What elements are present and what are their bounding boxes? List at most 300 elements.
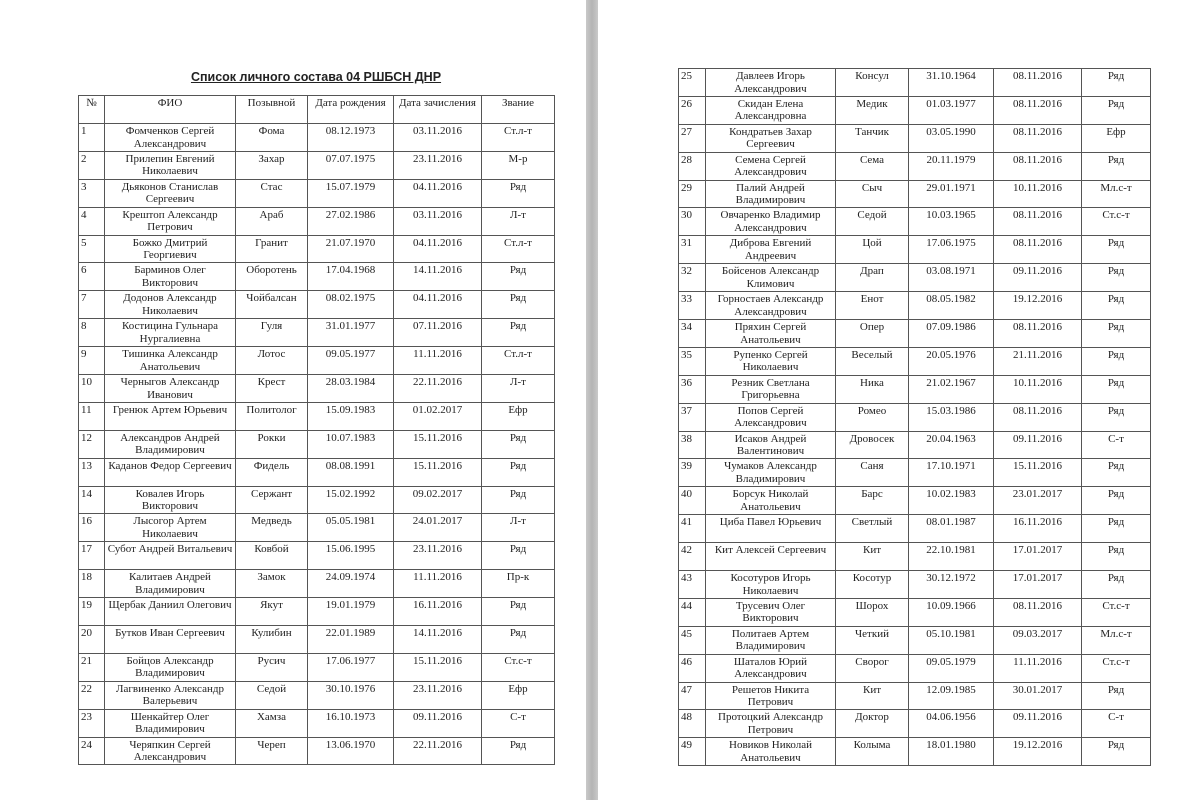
cell-birth-date: 22.01.1989 [308, 626, 394, 654]
cell-rank: Ряд [482, 291, 555, 319]
cell-rank: Ряд [482, 486, 555, 514]
cell-callsign: Драп [836, 264, 909, 292]
table-row [679, 738, 1151, 766]
cell-callsign: Сыч [836, 180, 909, 208]
cell-rank: Ряд [1082, 571, 1151, 599]
table-row [679, 375, 1151, 403]
cell-callsign: Стас [236, 179, 308, 207]
cell-number: 29 [679, 180, 706, 208]
cell-number: 2 [79, 151, 105, 179]
cell-rank: Ряд [1082, 347, 1151, 375]
cell-rank: Ефр [482, 681, 555, 709]
cell-rank: Ряд [482, 737, 555, 765]
cell-rank: Ст.л-т [482, 124, 555, 152]
cell-callsign: Шорох [836, 598, 909, 626]
cell-enlistment-date: 08.11.2016 [994, 124, 1082, 152]
table-row [79, 653, 555, 681]
cell-rank: Ряд [1082, 375, 1151, 403]
cell-callsign: Фома [236, 124, 308, 152]
cell-full-name: Додонов Александр Николаевич [105, 291, 236, 319]
cell-enlistment-date: 07.11.2016 [394, 319, 482, 347]
cell-callsign: Череп [236, 737, 308, 765]
column-header-full-name: ФИО [105, 96, 236, 124]
cell-number: 36 [679, 375, 706, 403]
cell-birth-date: 20.05.1976 [909, 347, 994, 375]
cell-birth-date: 10.02.1983 [909, 487, 994, 515]
cell-enlistment-date: 03.11.2016 [394, 124, 482, 152]
cell-birth-date: 07.07.1975 [308, 151, 394, 179]
cell-rank: Ст.с-т [482, 653, 555, 681]
table-row [679, 598, 1151, 626]
cell-birth-date: 08.01.1987 [909, 515, 994, 543]
cell-callsign: Захар [236, 151, 308, 179]
cell-enlistment-date: 04.11.2016 [394, 291, 482, 319]
cell-rank: Мл.с-т [1082, 180, 1151, 208]
table-row [79, 514, 555, 542]
table-row [79, 709, 555, 737]
cell-rank: Ряд [1082, 320, 1151, 348]
cell-number: 48 [679, 710, 706, 738]
cell-number: 33 [679, 292, 706, 320]
table-row [79, 626, 555, 654]
cell-number: 45 [679, 626, 706, 654]
cell-number: 38 [679, 431, 706, 459]
cell-number: 6 [79, 263, 105, 291]
cell-number: 10 [79, 375, 105, 403]
table-row [679, 459, 1151, 487]
cell-full-name: Кондратьев Захар Сергеевич [706, 124, 836, 152]
cell-enlistment-date: 08.11.2016 [994, 403, 1082, 431]
cell-callsign: Седой [236, 681, 308, 709]
cell-full-name: Лысогор Артем Николаевич [105, 514, 236, 542]
cell-rank: С-т [1082, 710, 1151, 738]
cell-number: 11 [79, 402, 105, 430]
cell-birth-date: 30.12.1972 [909, 571, 994, 599]
cell-callsign: Седой [836, 208, 909, 236]
cell-birth-date: 07.09.1986 [909, 320, 994, 348]
cell-callsign: Медведь [236, 514, 308, 542]
cell-rank: Ряд [1082, 96, 1151, 124]
cell-rank: Пр-к [482, 570, 555, 598]
cell-enlistment-date: 10.11.2016 [994, 375, 1082, 403]
cell-number: 12 [79, 430, 105, 458]
cell-number: 35 [679, 347, 706, 375]
cell-birth-date: 15.09.1983 [308, 402, 394, 430]
cell-number: 14 [79, 486, 105, 514]
cell-rank: Мл.с-т [1082, 626, 1151, 654]
cell-full-name: Фомченков Сергей Александрович [105, 124, 236, 152]
cell-full-name: Черныгов Александр Иванович [105, 375, 236, 403]
table-row [79, 458, 555, 486]
cell-birth-date: 08.02.1975 [308, 291, 394, 319]
cell-birth-date: 15.02.1992 [308, 486, 394, 514]
table-row [679, 487, 1151, 515]
cell-full-name: Каданов Федор Сергеевич [105, 458, 236, 486]
cell-callsign: Лотос [236, 347, 308, 375]
cell-enlistment-date: 09.02.2017 [394, 486, 482, 514]
cell-full-name: Овчаренко Владимир Александрович [706, 208, 836, 236]
cell-rank: Ряд [1082, 236, 1151, 264]
cell-birth-date: 10.03.1965 [909, 208, 994, 236]
cell-birth-date: 31.10.1964 [909, 69, 994, 97]
cell-number: 46 [679, 654, 706, 682]
cell-full-name: Божко Дмитрий Георгиевич [105, 235, 236, 263]
cell-enlistment-date: 01.02.2017 [394, 402, 482, 430]
cell-callsign: Дровосек [836, 431, 909, 459]
table-row [79, 486, 555, 514]
cell-enlistment-date: 23.11.2016 [394, 542, 482, 570]
cell-full-name: Лагвиненко Александр Валерьевич [105, 681, 236, 709]
cell-full-name: Диброва Евгений Андреевич [706, 236, 836, 264]
cell-birth-date: 19.01.1979 [308, 598, 394, 626]
cell-enlistment-date: 19.12.2016 [994, 738, 1082, 766]
cell-full-name: Бойцов Александр Владимирович [105, 653, 236, 681]
cell-birth-date: 03.05.1990 [909, 124, 994, 152]
column-header-birth-date: Дата рождения [308, 96, 394, 124]
cell-enlistment-date: 08.11.2016 [994, 96, 1082, 124]
cell-enlistment-date: 23.11.2016 [394, 151, 482, 179]
cell-enlistment-date: 09.11.2016 [994, 431, 1082, 459]
cell-birth-date: 08.08.1991 [308, 458, 394, 486]
cell-enlistment-date: 15.11.2016 [394, 653, 482, 681]
cell-callsign: Ромео [836, 403, 909, 431]
cell-number: 19 [79, 598, 105, 626]
cell-full-name: Борсук Николай Анатольевич [706, 487, 836, 515]
cell-enlistment-date: 23.01.2017 [994, 487, 1082, 515]
cell-enlistment-date: 24.01.2017 [394, 514, 482, 542]
cell-enlistment-date: 09.11.2016 [394, 709, 482, 737]
cell-callsign: Сворог [836, 654, 909, 682]
cell-enlistment-date: 19.12.2016 [994, 292, 1082, 320]
cell-full-name: Шенкайтер Олег Владимирович [105, 709, 236, 737]
cell-callsign: Енот [836, 292, 909, 320]
cell-birth-date: 24.09.1974 [308, 570, 394, 598]
cell-birth-date: 16.10.1973 [308, 709, 394, 737]
table-row [679, 543, 1151, 571]
cell-callsign: Крест [236, 375, 308, 403]
cell-number: 18 [79, 570, 105, 598]
cell-number: 31 [679, 236, 706, 264]
cell-number: 37 [679, 403, 706, 431]
cell-callsign: Танчик [836, 124, 909, 152]
cell-full-name: Исаков Андрей Валентинович [706, 431, 836, 459]
cell-birth-date: 08.12.1973 [308, 124, 394, 152]
cell-rank: Ряд [1082, 403, 1151, 431]
table-row [679, 292, 1151, 320]
table-row [79, 347, 555, 375]
cell-number: 24 [79, 737, 105, 765]
table-header-row [79, 96, 555, 124]
column-header-rank: Звание [482, 96, 555, 124]
cell-birth-date: 13.06.1970 [308, 737, 394, 765]
cell-full-name: Попов Сергей Александрович [706, 403, 836, 431]
cell-callsign: Веселый [836, 347, 909, 375]
cell-birth-date: 17.10.1971 [909, 459, 994, 487]
cell-number: 8 [79, 319, 105, 347]
cell-rank: Ряд [482, 598, 555, 626]
table-row [79, 151, 555, 179]
cell-number: 44 [679, 598, 706, 626]
cell-birth-date: 17.06.1975 [909, 236, 994, 264]
cell-full-name: Гренюк Артем Юрьевич [105, 402, 236, 430]
table-row [79, 375, 555, 403]
table-row [79, 430, 555, 458]
cell-rank: Ряд [1082, 292, 1151, 320]
cell-enlistment-date: 16.11.2016 [994, 515, 1082, 543]
table-row [79, 124, 555, 152]
table-row [79, 570, 555, 598]
cell-number: 42 [679, 543, 706, 571]
cell-full-name: Протоцкий Александр Петрович [706, 710, 836, 738]
cell-full-name: Барминов Олег Викторович [105, 263, 236, 291]
table-row [679, 403, 1151, 431]
cell-birth-date: 22.10.1981 [909, 543, 994, 571]
table-row [79, 263, 555, 291]
column-header-callsign: Позывной [236, 96, 308, 124]
cell-birth-date: 15.06.1995 [308, 542, 394, 570]
table-row [79, 179, 555, 207]
cell-number: 40 [679, 487, 706, 515]
cell-rank: Ряд [482, 458, 555, 486]
cell-rank: Ряд [482, 626, 555, 654]
cell-full-name: Рупенко Сергей Николаевич [706, 347, 836, 375]
cell-enlistment-date: 11.11.2016 [394, 347, 482, 375]
table-row [679, 431, 1151, 459]
document-title: Список личного состава 04 РШБСН ДНР [190, 70, 442, 84]
cell-birth-date: 20.11.1979 [909, 152, 994, 180]
cell-enlistment-date: 17.01.2017 [994, 543, 1082, 571]
cell-callsign: Хамза [236, 709, 308, 737]
personnel-table-page-1 [78, 95, 555, 765]
cell-enlistment-date: 09.03.2017 [994, 626, 1082, 654]
cell-rank: Ст.л-т [482, 347, 555, 375]
cell-full-name: Решетов Никита Петрович [706, 682, 836, 710]
table-row [679, 152, 1151, 180]
column-header-number: № [79, 96, 105, 124]
cell-full-name: Косотуров Игорь Николаевич [706, 571, 836, 599]
cell-callsign: Колыма [836, 738, 909, 766]
cell-enlistment-date: 04.11.2016 [394, 235, 482, 263]
cell-rank: Ряд [1082, 152, 1151, 180]
cell-full-name: Бойсенов Александр Климович [706, 264, 836, 292]
cell-rank: М-р [482, 151, 555, 179]
cell-callsign: Фидель [236, 458, 308, 486]
cell-enlistment-date: 03.11.2016 [394, 207, 482, 235]
table-row [679, 124, 1151, 152]
cell-callsign: Русич [236, 653, 308, 681]
cell-rank: С-т [1082, 431, 1151, 459]
cell-full-name: Шаталов Юрий Александрович [706, 654, 836, 682]
cell-callsign: Политолог [236, 402, 308, 430]
cell-birth-date: 18.01.1980 [909, 738, 994, 766]
cell-birth-date: 10.07.1983 [308, 430, 394, 458]
cell-number: 43 [679, 571, 706, 599]
cell-callsign: Цой [836, 236, 909, 264]
cell-birth-date: 10.09.1966 [909, 598, 994, 626]
cell-full-name: Палий Андрей Владимирович [706, 180, 836, 208]
cell-birth-date: 15.03.1986 [909, 403, 994, 431]
table-row [679, 626, 1151, 654]
cell-rank: Л-т [482, 375, 555, 403]
cell-full-name: Костицина Гульнара Нургалиевна [105, 319, 236, 347]
table-row [679, 320, 1151, 348]
cell-enlistment-date: 08.11.2016 [994, 320, 1082, 348]
cell-enlistment-date: 30.01.2017 [994, 682, 1082, 710]
cell-full-name: Горностаев Александр Александрович [706, 292, 836, 320]
cell-callsign: Кит [836, 682, 909, 710]
cell-callsign: Ковбой [236, 542, 308, 570]
cell-rank: Ст.л-т [482, 235, 555, 263]
cell-callsign: Якут [236, 598, 308, 626]
cell-number: 26 [679, 96, 706, 124]
cell-rank: Ряд [482, 542, 555, 570]
cell-number: 34 [679, 320, 706, 348]
cell-rank: Ряд [1082, 543, 1151, 571]
cell-callsign: Доктор [836, 710, 909, 738]
cell-number: 4 [79, 207, 105, 235]
cell-number: 17 [79, 542, 105, 570]
cell-full-name: Циба Павел Юрьевич [706, 515, 836, 543]
cell-full-name: Резник Светлана Григорьевна [706, 375, 836, 403]
cell-enlistment-date: 11.11.2016 [994, 654, 1082, 682]
cell-rank: Ст.с-т [1082, 208, 1151, 236]
cell-full-name: Александров Андрей Владимирович [105, 430, 236, 458]
cell-rank: Ст.с-т [1082, 598, 1151, 626]
personnel-table-page-2 [678, 68, 1151, 766]
cell-rank: Л-т [482, 207, 555, 235]
cell-number: 3 [79, 179, 105, 207]
cell-enlistment-date: 22.11.2016 [394, 375, 482, 403]
table-row [679, 236, 1151, 264]
table-row [79, 737, 555, 765]
table-row [679, 710, 1151, 738]
table-row [79, 402, 555, 430]
cell-number: 7 [79, 291, 105, 319]
table-row [679, 96, 1151, 124]
cell-full-name: Кит Алексей Сергеевич [706, 543, 836, 571]
table-row [79, 542, 555, 570]
cell-birth-date: 28.03.1984 [308, 375, 394, 403]
cell-callsign: Сема [836, 152, 909, 180]
cell-full-name: Семена Сергей Александрович [706, 152, 836, 180]
cell-birth-date: 21.02.1967 [909, 375, 994, 403]
cell-rank: Ряд [1082, 459, 1151, 487]
cell-enlistment-date: 15.11.2016 [994, 459, 1082, 487]
cell-birth-date: 09.05.1979 [909, 654, 994, 682]
cell-callsign: Барс [836, 487, 909, 515]
cell-enlistment-date: 11.11.2016 [394, 570, 482, 598]
cell-rank: Ряд [1082, 682, 1151, 710]
cell-number: 30 [679, 208, 706, 236]
cell-full-name: Щербак Даниил Олегович [105, 598, 236, 626]
table-row [79, 681, 555, 709]
cell-callsign: Четкий [836, 626, 909, 654]
cell-full-name: Ковалев Игорь Викторович [105, 486, 236, 514]
cell-rank: Ряд [482, 179, 555, 207]
table-row [679, 515, 1151, 543]
cell-number: 5 [79, 235, 105, 263]
cell-enlistment-date: 08.11.2016 [994, 152, 1082, 180]
table-row [79, 291, 555, 319]
cell-rank: С-т [482, 709, 555, 737]
cell-birth-date: 09.05.1977 [308, 347, 394, 375]
cell-full-name: Пряхин Сергей Анатольевич [706, 320, 836, 348]
cell-number: 47 [679, 682, 706, 710]
cell-enlistment-date: 23.11.2016 [394, 681, 482, 709]
cell-callsign: Косотур [836, 571, 909, 599]
cell-full-name: Дьяконов Станислав Сергеевич [105, 179, 236, 207]
cell-birth-date: 17.06.1977 [308, 653, 394, 681]
table-row [79, 207, 555, 235]
cell-callsign: Саня [836, 459, 909, 487]
page-gutter [586, 0, 598, 800]
cell-rank: Ряд [482, 319, 555, 347]
cell-callsign: Чойбалсан [236, 291, 308, 319]
table-row [679, 208, 1151, 236]
cell-birth-date: 04.06.1956 [909, 710, 994, 738]
cell-enlistment-date: 10.11.2016 [994, 180, 1082, 208]
cell-enlistment-date: 08.11.2016 [994, 236, 1082, 264]
cell-number: 28 [679, 152, 706, 180]
cell-rank: Ефр [1082, 124, 1151, 152]
cell-rank: Ряд [1082, 264, 1151, 292]
cell-callsign: Рокки [236, 430, 308, 458]
cell-birth-date: 17.04.1968 [308, 263, 394, 291]
cell-full-name: Чумаков Александр Владимирович [706, 459, 836, 487]
table-row [79, 235, 555, 263]
cell-birth-date: 15.07.1979 [308, 179, 394, 207]
table-row [679, 347, 1151, 375]
table-row [79, 598, 555, 626]
cell-full-name: Скидан Елена Александровна [706, 96, 836, 124]
cell-birth-date: 27.02.1986 [308, 207, 394, 235]
cell-birth-date: 29.01.1971 [909, 180, 994, 208]
cell-callsign: Опер [836, 320, 909, 348]
cell-number: 1 [79, 124, 105, 152]
cell-birth-date: 31.01.1977 [308, 319, 394, 347]
cell-full-name: Субот Андрей Витальевич [105, 542, 236, 570]
cell-birth-date: 20.04.1963 [909, 431, 994, 459]
cell-callsign: Замок [236, 570, 308, 598]
cell-number: 49 [679, 738, 706, 766]
table-row [679, 654, 1151, 682]
cell-callsign: Кулибин [236, 626, 308, 654]
cell-callsign: Оборотень [236, 263, 308, 291]
cell-rank: Ряд [1082, 69, 1151, 97]
cell-number: 23 [79, 709, 105, 737]
table-row [79, 319, 555, 347]
cell-callsign: Ника [836, 375, 909, 403]
cell-enlistment-date: 08.11.2016 [994, 598, 1082, 626]
cell-enlistment-date: 15.11.2016 [394, 430, 482, 458]
cell-number: 9 [79, 347, 105, 375]
cell-number: 39 [679, 459, 706, 487]
cell-full-name: Бутков Иван Сергеевич [105, 626, 236, 654]
cell-full-name: Давлеев Игорь Александрович [706, 69, 836, 97]
table-row [679, 69, 1151, 97]
cell-rank: Ряд [1082, 738, 1151, 766]
cell-birth-date: 12.09.1985 [909, 682, 994, 710]
cell-number: 21 [79, 653, 105, 681]
cell-callsign: Светлый [836, 515, 909, 543]
cell-enlistment-date: 16.11.2016 [394, 598, 482, 626]
table-row [679, 571, 1151, 599]
cell-number: 13 [79, 458, 105, 486]
cell-rank: Ст.с-т [1082, 654, 1151, 682]
cell-enlistment-date: 17.01.2017 [994, 571, 1082, 599]
column-header-enlistment-date: Дата зачисления [394, 96, 482, 124]
cell-number: 22 [79, 681, 105, 709]
